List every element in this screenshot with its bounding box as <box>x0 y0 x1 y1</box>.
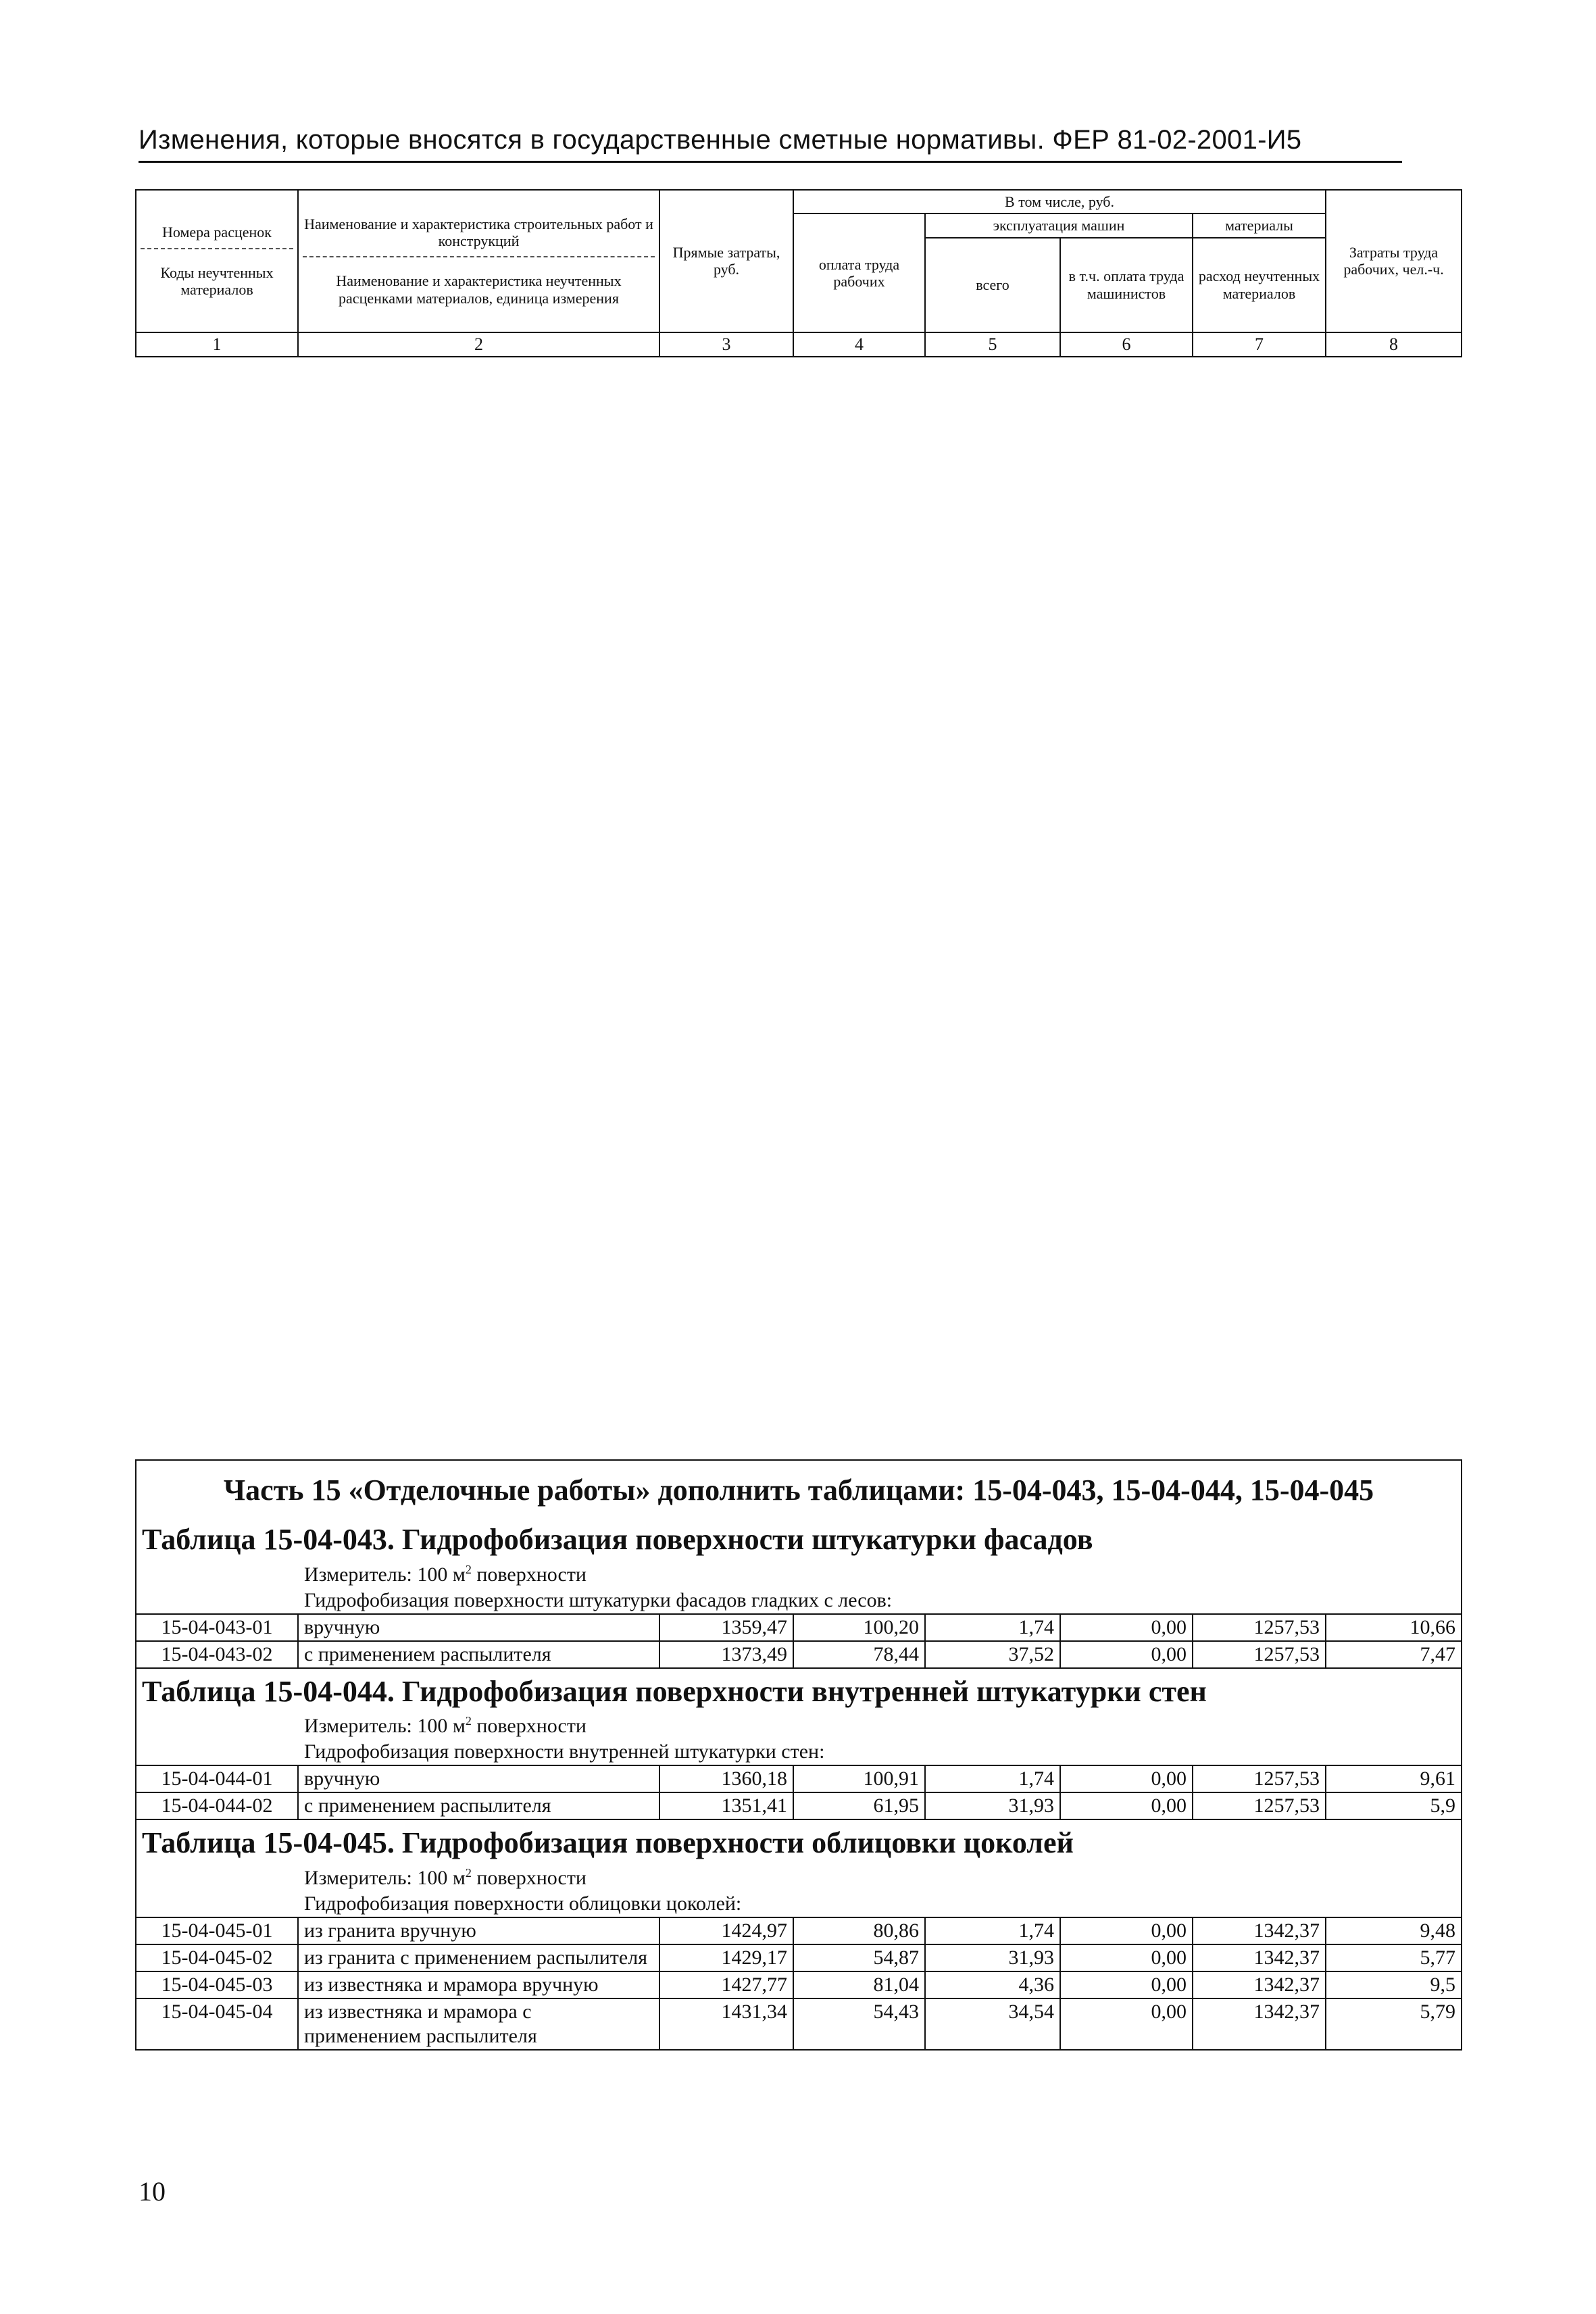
value-direct: 1359,47 <box>659 1614 793 1641</box>
value-labor: 9,61 <box>1326 1765 1462 1792</box>
header-material-codes: Коды неучтенных материалов <box>141 248 293 299</box>
table-row <box>136 1944 1462 1971</box>
value-labor: 5,77 <box>1326 1944 1462 1971</box>
measure-sup: 2 <box>465 1866 472 1880</box>
col-number: 3 <box>659 332 793 357</box>
header-labor-pay: оплата труда рабочих <box>793 213 925 332</box>
column-header-table <box>135 189 1462 357</box>
value-mach: 4,36 <box>925 1971 1060 1998</box>
rate-code: 15-04-043-02 <box>136 1641 298 1668</box>
value-mat: 1257,53 <box>1193 1765 1326 1792</box>
header-in-total: В том числе, руб. <box>793 190 1326 213</box>
work-name: вручную <box>298 1614 659 1641</box>
measure-sup: 2 <box>465 1562 472 1576</box>
measure-tail: поверхности <box>471 1563 587 1586</box>
header-materials: материалы <box>1193 213 1326 237</box>
value-labor: 10,66 <box>1326 1614 1462 1641</box>
table-row <box>136 1917 1462 1944</box>
table-title: Таблица 15-04-044. Гидрофобизация поверхности внутренней штукатурки стен <box>136 1668 1462 1714</box>
col-number: 4 <box>793 332 925 357</box>
col-number: 2 <box>298 332 659 357</box>
value-direct: 1424,97 <box>659 1917 793 1944</box>
table-title: Таблица 15-04-043. Гидрофобизация поверхности штукатурки фасадов <box>136 1517 1462 1562</box>
header-machines-labor: в т.ч. оплата труда машинистов <box>1060 238 1193 332</box>
table-row <box>136 1971 1462 1998</box>
header-machines: эксплуатация машин <box>925 213 1193 237</box>
table-row <box>136 1792 1462 1819</box>
col-number: 1 <box>136 332 298 357</box>
value-mat: 1342,37 <box>1193 1998 1326 2050</box>
measure-unit <box>136 1562 1462 1588</box>
value-mach-pay: 0,00 <box>1060 1971 1193 1998</box>
value-mach: 31,93 <box>925 1792 1060 1819</box>
value-pay: 80,86 <box>793 1917 925 1944</box>
work-name: вручную <box>298 1765 659 1792</box>
measure-unit <box>136 1865 1462 1891</box>
header-codes-cell <box>136 190 298 332</box>
header-materials-unaccounted: расход неучтенных материалов <box>1193 238 1326 332</box>
work-name: из известняка и мрамора вручную <box>298 1971 659 1998</box>
col-number: 8 <box>1326 332 1462 357</box>
value-mach-pay: 0,00 <box>1060 1944 1193 1971</box>
rate-code: 15-04-045-01 <box>136 1917 298 1944</box>
value-labor: 9,48 <box>1326 1917 1462 1944</box>
page-number: 10 <box>139 2176 166 2207</box>
header-material-name: Наименование и характеристика неучтенных расценками материалов, единица измерения <box>303 256 655 307</box>
value-direct: 1351,41 <box>659 1792 793 1819</box>
value-pay: 78,44 <box>793 1641 925 1668</box>
value-mach: 34,54 <box>925 1998 1060 2050</box>
value-direct: 1429,17 <box>659 1944 793 1971</box>
value-mach-pay: 0,00 <box>1060 1917 1193 1944</box>
measure-text: Измеритель: 100 м <box>304 1867 466 1890</box>
value-mach-pay: 0,00 <box>1060 1792 1193 1819</box>
work-name: из гранита вручную <box>298 1917 659 1944</box>
rate-code: 15-04-043-01 <box>136 1614 298 1641</box>
value-mach-pay: 0,00 <box>1060 1614 1193 1641</box>
col-number: 7 <box>1193 332 1326 357</box>
value-mat: 1342,37 <box>1193 1971 1326 1998</box>
value-mach: 1,74 <box>925 1917 1060 1944</box>
header-machines-total: всего <box>925 238 1060 332</box>
value-mach-pay: 0,00 <box>1060 1641 1193 1668</box>
value-labor: 7,47 <box>1326 1641 1462 1668</box>
value-mat: 1257,53 <box>1193 1641 1326 1668</box>
measure-tail: поверхности <box>471 1867 587 1890</box>
value-pay: 81,04 <box>793 1971 925 1998</box>
value-pay: 54,87 <box>793 1944 925 1971</box>
rate-code: 15-04-044-01 <box>136 1765 298 1792</box>
group-heading: Гидрофобизация поверхности внутренней штукатурки стен: <box>136 1739 1462 1765</box>
header-rate-numbers: Номера расценок <box>162 224 272 241</box>
running-header: Изменения, которые вносятся в государственные сметные нормативы. ФЕР 81-02-2001-И5 <box>139 125 1402 163</box>
table-title: Таблица 15-04-045. Гидрофобизация поверхности облицовки цоколей <box>136 1819 1462 1865</box>
col-number: 5 <box>925 332 1060 357</box>
value-labor: 9,5 <box>1326 1971 1462 1998</box>
measure-sup: 2 <box>465 1714 472 1728</box>
table-row <box>136 1765 1462 1792</box>
value-pay: 100,20 <box>793 1614 925 1641</box>
table-row <box>136 1641 1462 1668</box>
work-name: с применением распылителя <box>298 1792 659 1819</box>
group-heading: Гидрофобизация поверхности штукатурки фасадов гладких с лесов: <box>136 1588 1462 1614</box>
value-labor: 5,9 <box>1326 1792 1462 1819</box>
value-pay: 61,95 <box>793 1792 925 1819</box>
rate-code: 15-04-044-02 <box>136 1792 298 1819</box>
work-name: из известняка и мрамора с применением распылителя <box>298 1998 659 2050</box>
measure-text: Измеритель: 100 м <box>304 1563 466 1586</box>
work-name: с применением распылителя <box>298 1641 659 1668</box>
value-direct: 1360,18 <box>659 1765 793 1792</box>
header-name-cell <box>298 190 659 332</box>
rate-code: 15-04-045-03 <box>136 1971 298 1998</box>
measure-unit <box>136 1713 1462 1739</box>
value-mach-pay: 0,00 <box>1060 1765 1193 1792</box>
value-pay: 100,91 <box>793 1765 925 1792</box>
measure-text: Измеритель: 100 м <box>304 1715 466 1738</box>
rates-table <box>135 1459 1462 2051</box>
value-mat: 1257,53 <box>1193 1614 1326 1641</box>
header-direct-costs: Прямые затраты, руб. <box>659 190 793 332</box>
measure-tail: поверхности <box>471 1715 587 1738</box>
value-mat: 1257,53 <box>1193 1792 1326 1819</box>
value-pay: 54,43 <box>793 1998 925 2050</box>
rate-code: 15-04-045-04 <box>136 1998 298 2050</box>
value-direct: 1427,77 <box>659 1971 793 1998</box>
part-title: Часть 15 «Отделочные работы» дополнить таблицами: 15-04-043, 15-04-044, 15-04-045 <box>136 1460 1462 1517</box>
value-mach: 1,74 <box>925 1614 1060 1641</box>
value-direct: 1431,34 <box>659 1998 793 2050</box>
table-row <box>136 1998 1462 2050</box>
table-row <box>136 1614 1462 1641</box>
header-labor-cost: Затраты труда рабочих, чел.-ч. <box>1326 190 1462 332</box>
value-mach: 37,52 <box>925 1641 1060 1668</box>
work-name: из гранита с применением распылителя <box>298 1944 659 1971</box>
rate-code: 15-04-045-02 <box>136 1944 298 1971</box>
value-direct: 1373,49 <box>659 1641 793 1668</box>
group-heading: Гидрофобизация поверхности облицовки цоколей: <box>136 1891 1462 1917</box>
value-mach: 1,74 <box>925 1765 1060 1792</box>
header-work-name: Наименование и характеристика строительных работ и конструкций <box>304 215 653 249</box>
value-mat: 1342,37 <box>1193 1944 1326 1971</box>
col-number: 6 <box>1060 332 1193 357</box>
value-mach-pay: 0,00 <box>1060 1998 1193 2050</box>
value-mat: 1342,37 <box>1193 1917 1326 1944</box>
value-labor: 5,79 <box>1326 1998 1462 2050</box>
value-mach: 31,93 <box>925 1944 1060 1971</box>
